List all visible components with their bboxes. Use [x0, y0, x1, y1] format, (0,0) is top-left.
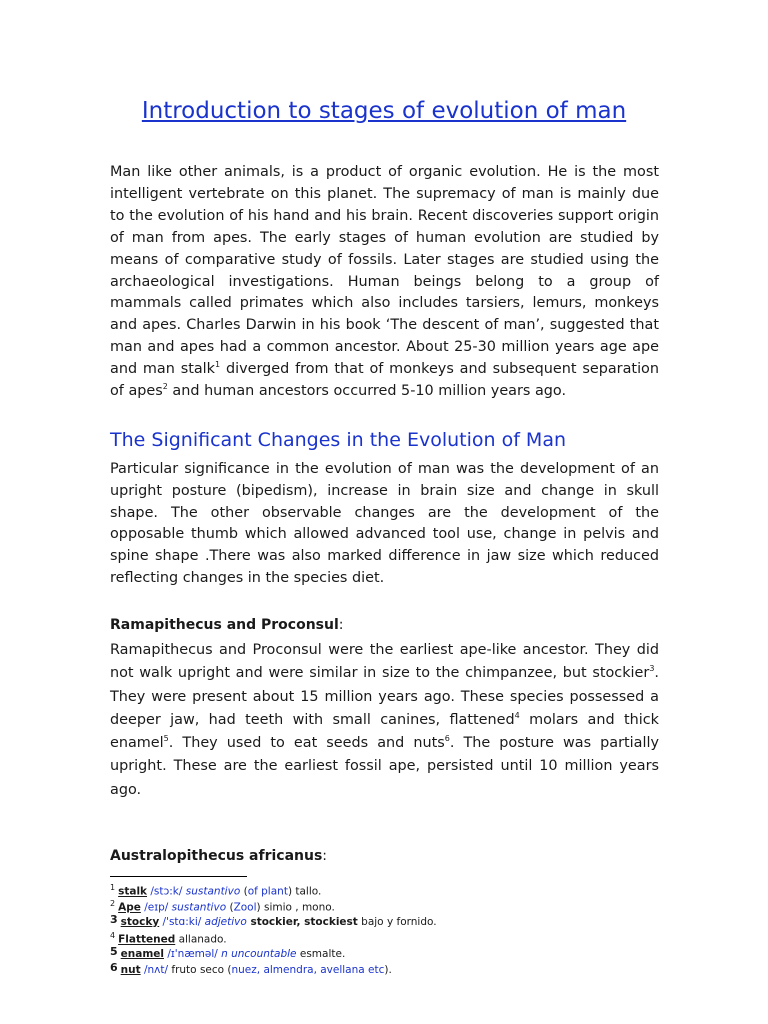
footnote-ref-6[interactable]: 6 — [444, 734, 450, 744]
footnote-ref-1[interactable]: 1 — [215, 360, 221, 370]
footnote-2 — [110, 896, 437, 912]
footnote-pos: sustantivo — [185, 885, 241, 898]
footnote-number: 3 — [110, 913, 118, 926]
subheading-colon: : — [338, 617, 344, 633]
footnote-translation: simio , mono. — [263, 901, 335, 914]
footnote-translation: tallo. — [295, 885, 322, 898]
footnote-term[interactable]: nut — [120, 964, 141, 976]
footnote-translation: allanado. — [175, 933, 227, 946]
footnote-paren-inner: nuez, almendra, avellana etc — [231, 964, 385, 976]
footnote-paren-inner: of plant — [247, 885, 288, 898]
section-heading-significant-changes: The Significant Changes in the Evolution of Man — [110, 429, 567, 451]
footnote-pos: n uncountable — [221, 948, 297, 960]
intro-paragraph — [110, 162, 659, 403]
footnote-paren-inner: Zool — [233, 901, 257, 914]
footnote-ref-3[interactable]: 3 — [649, 664, 655, 674]
footnote-paren: ( — [240, 885, 248, 898]
footnote-3 — [110, 912, 437, 928]
footnote-term[interactable]: enamel — [120, 948, 164, 960]
footnote-term[interactable]: stalk — [118, 885, 148, 898]
footnote-number: 1 — [110, 883, 116, 892]
footnote-term[interactable]: stocky — [120, 916, 160, 928]
footnote-paren: ). — [384, 964, 392, 976]
footnote-pos: sustantivo — [171, 901, 227, 914]
footnote-term[interactable]: Ape — [118, 901, 141, 914]
footnote-6 — [110, 960, 437, 976]
footnote-paren: ) — [287, 885, 296, 898]
intro-text-a: Man like other animals, is a product of organic evolution. He is the most intelligent vertebrate on this planet. The supremacy of man is mainly due to the evolution of his hand and his brain. Recent discoveries support origin of man from apes. The early stages of human evolution are studied by means of comparative study of fossils. Later stages are studied using the archaeological investigations. Human beings belong to a group of mammals called primates which also includes tarsiers, lemurs, monkeys and apes. Charles Darwin in his book ‘The descent of man’, suggested that man and apes had a common ancestor. About 25-30 million years age ape and man stalk — [110, 164, 659, 378]
subheading-ramapithecus-label: Ramapithecus and Proconsul — [110, 617, 339, 633]
footnotes — [110, 880, 437, 976]
footnote-forms: stockier, stockiest — [246, 916, 358, 928]
footnote-pronunciation: /stɔ:k/ — [147, 885, 186, 898]
footnote-divider — [110, 876, 247, 877]
intro-text-b: diverged from that of monkeys and subsequent separation of apes — [110, 361, 659, 400]
footnote-ref-5[interactable]: 5 — [163, 734, 169, 744]
footnote-number: 6 — [110, 961, 118, 974]
ramapithecus-paragraph — [110, 639, 659, 802]
rama-text-a: Ramapithecus and Proconsul were the earliest ape-like ancestor. They did not walk upright and were similar in size to the chimpanzee, but stockier — [110, 642, 659, 682]
footnote-number: 5 — [110, 945, 118, 958]
footnote-ref-4[interactable]: 4 — [514, 711, 520, 721]
footnote-translation: fruto seco ( — [171, 964, 232, 976]
significant-paragraph: Particular significance in the evolution of man was the development of an upright posture (bipedism), increase in brain size and change in skull shape. The other observable changes are the development of the opposable thumb which allowed advanced tool use, change in pelvis and spine shape .There was also marked difference in jaw size which reduced reflecting changes in the species diet. — [110, 461, 659, 586]
footnote-1 — [110, 880, 437, 896]
footnote-pos: adjetivo — [204, 916, 247, 928]
footnote-pronunciation: /eɪp/ — [140, 901, 172, 914]
footnote-pronunciation: /nʌt/ — [140, 964, 172, 976]
subheading-australopithecus — [110, 848, 327, 864]
page-title: Introduction to stages of evolution of man — [141, 98, 627, 124]
footnote-ref-2[interactable]: 2 — [162, 382, 168, 392]
rama-text-e: . The posture was partially upright. These are the earliest fossil ape, persisted until 10 million years ago. — [110, 735, 659, 798]
footnote-number: 2 — [110, 899, 116, 908]
footnote-paren: ( — [226, 901, 234, 914]
subheading-colon: : — [322, 848, 328, 864]
rama-text-c: molars and thick enamel — [110, 711, 659, 752]
footnote-paren: ) — [256, 901, 264, 914]
footnote-4 — [110, 928, 437, 944]
footnote-term[interactable]: Flattened — [118, 933, 176, 946]
footnote-pronunciation: /ɪ'næməl/ — [164, 948, 222, 960]
subheading-australopithecus-label: Australopithecus africanus — [110, 848, 323, 864]
rama-text-b: . They were present about 15 million years ago. These species possessed a deeper jaw, had teeth with small canines, flattened — [110, 665, 659, 728]
subheading-ramapithecus — [110, 617, 344, 633]
footnote-pronunciation: /'stɑ:ki/ — [159, 916, 205, 928]
footnote-translation: bajo y fornido. — [357, 916, 437, 928]
footnote-5 — [110, 944, 437, 960]
footnote-number: 4 — [110, 931, 116, 940]
footnote-translation: esmalte. — [296, 948, 346, 960]
rama-text-d: . They used to eat seeds and nuts — [168, 735, 445, 752]
intro-text-c: and human ancestors occurred 5-10 million years ago. — [167, 383, 567, 400]
